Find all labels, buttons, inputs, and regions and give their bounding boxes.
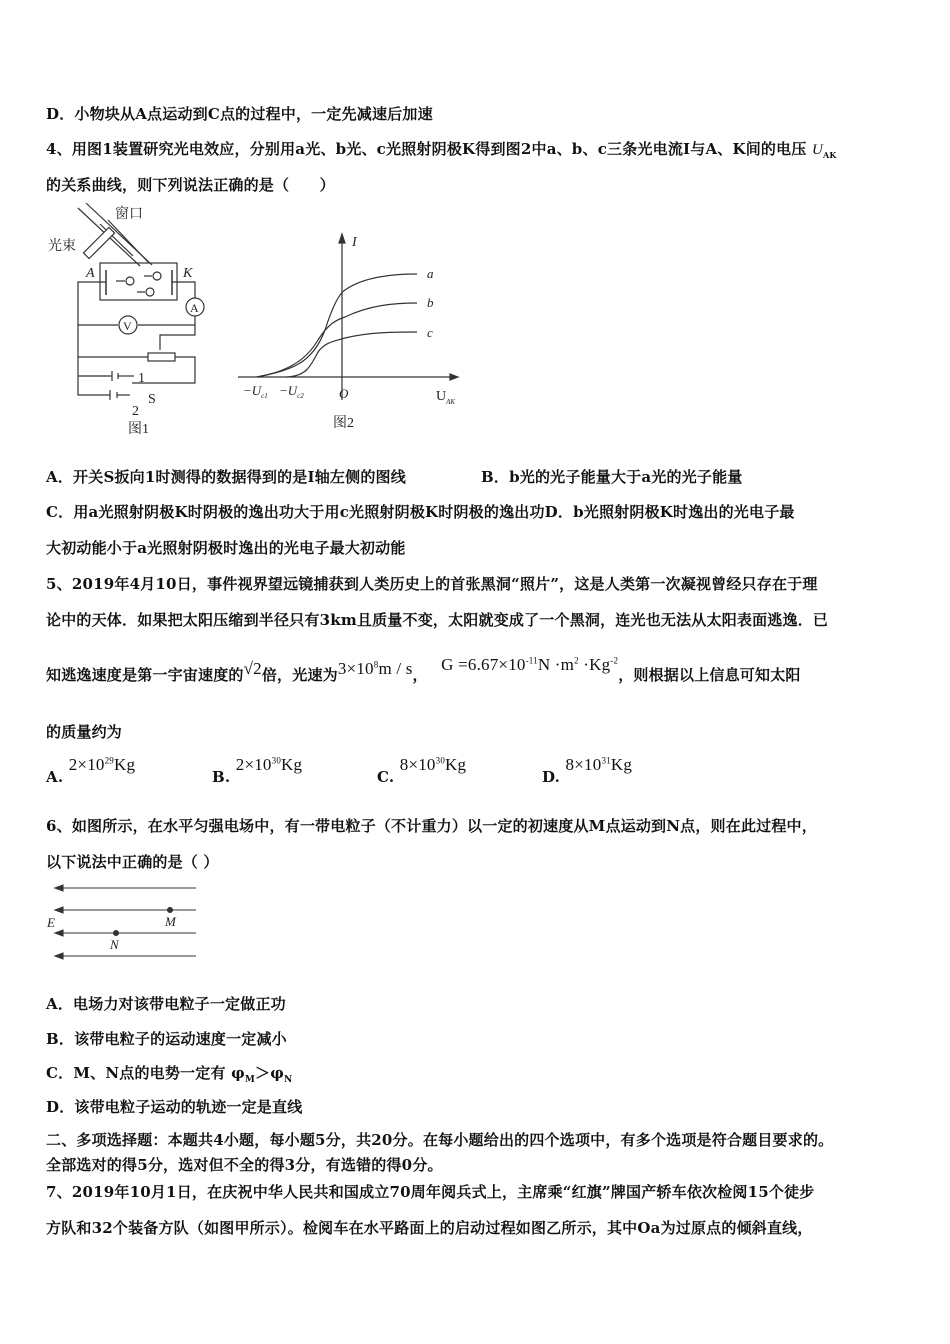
- uc2-sub: c2: [297, 392, 304, 400]
- light-speed-unit: m / s: [378, 659, 413, 678]
- label-cathode: K: [183, 266, 193, 281]
- curve-c-label: c: [427, 325, 433, 340]
- option-mantissa: 2×10: [235, 755, 272, 774]
- x-axis-sub: AK: [446, 398, 456, 406]
- phi-m-sub: M: [244, 1075, 256, 1085]
- figure-1-caption: 图1: [128, 422, 149, 437]
- option-exp: 29: [104, 755, 114, 766]
- g-kg-exp: -2: [610, 655, 619, 666]
- q7-line1: 7、2019年10月1日，在庆祝中华人民共和国成立70周年阅兵式上，主席乘“红旗”牌国产轿车依次检阅15个徒步: [46, 1183, 815, 1201]
- q5-option-b: [212, 755, 303, 786]
- phi-n-sub: N: [284, 1075, 293, 1085]
- figure-2-iu-graph: [235, 225, 475, 440]
- q6-option-d: D．该带电粒子运动的轨迹一定是直线: [46, 1098, 303, 1116]
- uc1-label: −U: [243, 383, 262, 398]
- q5-line3: [46, 655, 801, 685]
- curve-a: [257, 274, 417, 377]
- option-label: B.: [212, 768, 231, 786]
- label-m: M: [165, 914, 176, 929]
- uc2-label: −U: [279, 383, 298, 398]
- q4-option-d-cont: 大初动能小于a光照射阴极时逸出的光电子最大初动能: [46, 539, 406, 557]
- q4-option-c-d: [46, 501, 795, 522]
- q5-line4: 的质量约为: [46, 723, 123, 741]
- x-axis-label: U: [436, 389, 447, 404]
- g-unit: N ·m: [537, 655, 575, 674]
- comma: ，: [412, 666, 428, 684]
- q4-stem-text: 4、用图1装置研究光电效应，分别用a光、b光、c光照射阴极K得到图2中a、b、c三条光电流I与A、K间的电压: [46, 140, 807, 158]
- svg-text:−Uc1: [243, 383, 268, 400]
- switch-position-2: 2: [132, 404, 139, 419]
- label-anode: A: [86, 266, 95, 281]
- sqrt2-formula: √2: [243, 659, 262, 678]
- switch-position-1: 1: [138, 371, 145, 386]
- q6-option-c-text: C．M、N点的电势一定有 φ: [46, 1064, 245, 1082]
- curve-a-label: a: [427, 266, 434, 281]
- option-unit: Kg: [114, 755, 136, 774]
- option-exp: 30: [435, 755, 446, 766]
- svg-text:−Uc2: [279, 383, 304, 400]
- label-window: 窗口: [115, 207, 143, 222]
- q5-option-c: [377, 755, 467, 786]
- q5-line1: 5、2019年4月10日，事件视界望远镜捕获到人类历史上的首张黑洞“照片”，这是人类第一次凝视曾经只存在于理: [46, 575, 818, 593]
- figure-1-circuit: [40, 195, 220, 440]
- section-2-line1: 二、多项选择题：本题共4小题，每小题5分，共20分。在每小题给出的四个选项中，有多个选项是符合题目要求的。: [46, 1131, 834, 1149]
- option-label: C.: [377, 768, 395, 786]
- label-beam: 光束: [48, 239, 76, 254]
- q6-option-b: B．该带电粒子的运动速度一定减小: [46, 1030, 287, 1048]
- phototube: [100, 263, 177, 300]
- option-mantissa: 8×10: [565, 755, 602, 774]
- point-m: [168, 908, 173, 913]
- q5-option-d: [542, 755, 633, 786]
- option-mantissa: 2×10: [68, 755, 105, 774]
- rheostat: [148, 353, 175, 361]
- figure-2-caption: 图2: [333, 416, 354, 431]
- y-axis-label: I: [352, 235, 357, 250]
- ammeter-label: A: [190, 301, 199, 315]
- option-unit: Kg: [281, 755, 303, 774]
- option-mantissa: 8×10: [399, 755, 436, 774]
- switch-label: S: [148, 392, 156, 407]
- q4-stem-var: U: [811, 142, 824, 158]
- option-exp: 31: [601, 755, 611, 766]
- q5-option-a: [46, 755, 136, 786]
- g-exp: -11: [525, 655, 538, 666]
- option-label: A.: [46, 768, 64, 786]
- q4-stem-var-sub: AK: [823, 150, 837, 160]
- q4-option-a: A．开关S扳向1时测得的数据得到的是I轴左侧的图线: [46, 468, 406, 486]
- q6-option-c-gt: ＞φ: [255, 1064, 285, 1082]
- q4-stem-line2: 的关系曲线，则下列说法正确的是（ ）: [46, 176, 335, 194]
- svg-text:UAK: [436, 389, 455, 406]
- q4-option-b: B．b光的光子能量大于a光的光子能量: [481, 468, 743, 486]
- gravitational-constant-value: G =6.67×10: [441, 655, 526, 674]
- light-speed-value: 3×10: [337, 659, 374, 678]
- option-label: D.: [542, 768, 561, 786]
- curve-b-label: b: [427, 295, 434, 310]
- label-n: N: [110, 937, 119, 952]
- electric-field-figure: [44, 880, 204, 965]
- q7-line2: 方队和32个装备方队（如图甲所示）。检阅车在水平路面上的启动过程如图乙所示，其中Oa为过原点的倾斜直线，: [46, 1219, 813, 1237]
- voltmeter-label: V: [123, 319, 132, 333]
- q3-option-d: D．小物块从A点运动到C点的过程中，一定先减速后加速: [46, 105, 433, 123]
- q6-option-c: [46, 1062, 292, 1085]
- q6-option-a: A．电场力对该带电粒子一定做正功: [46, 995, 286, 1013]
- q4-stem-line1: [46, 138, 837, 160]
- q4-option-d: D．b光照射阴极K时逸出的光电子最: [544, 503, 795, 521]
- label-e: E: [47, 915, 55, 930]
- option-exp: 30: [271, 755, 282, 766]
- q5-line3-text-a: 知逃逸速度是第一宇宙速度的: [46, 666, 244, 684]
- section-2-line2: 全部选对的得5分，选对但不全的得3分，有选错的得0分。: [46, 1156, 443, 1174]
- uc1-sub: c1: [261, 392, 268, 400]
- origin-label: O: [339, 386, 349, 401]
- option-unit: Kg: [445, 755, 467, 774]
- q5-line3-text-b: 倍，光速为: [261, 666, 338, 684]
- option-unit: Kg: [610, 755, 633, 774]
- q4-option-c: C．用a光照射阴极K时阴极的逸出功大于用c光照射阴极K时阴极的逸出功: [46, 503, 545, 521]
- light-speed-exp: 8: [373, 659, 379, 670]
- q6-line2: 以下说法中正确的是（ ）: [46, 853, 219, 871]
- point-n: [114, 931, 119, 936]
- g-unit2: ·Kg: [578, 655, 611, 674]
- q5-line3-text-c: ，则根据以上信息可知太阳: [618, 666, 801, 684]
- q6-line1: 6、如图所示，在水平匀强电场中，有一带电粒子（不计重力）以一定的初速度从M点运动到N点，则在此过程中，: [46, 817, 817, 835]
- q5-line2: 论中的天体．如果把太阳压缩到半径只有3km且质量不变，太阳就变成了一个黑洞，连光也无法从太阳表面逃逸．已: [46, 611, 829, 629]
- g-m-exp: 2: [574, 655, 579, 666]
